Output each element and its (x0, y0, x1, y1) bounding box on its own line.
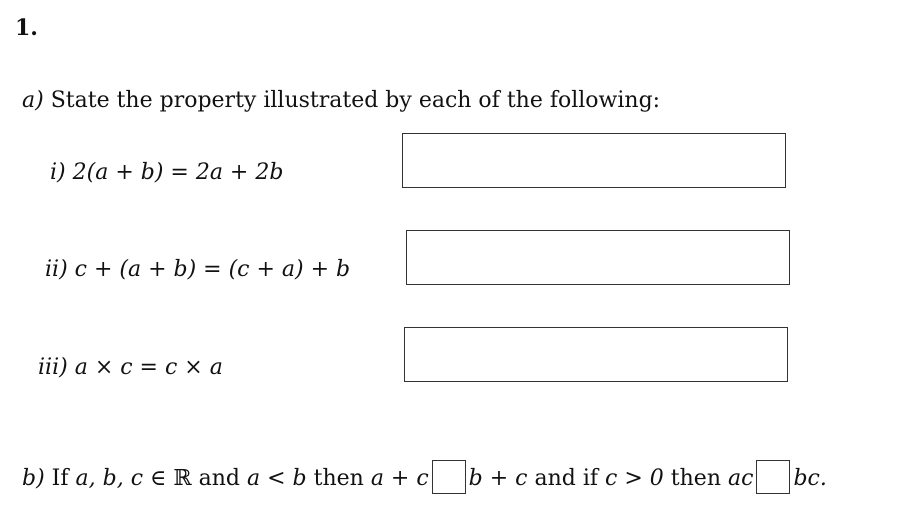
part-a-text: State the property illustrated by each of the following: (50, 88, 661, 113)
item-iii-expression: a × c = c × a (74, 355, 223, 380)
part-b-label: b) (22, 466, 45, 491)
item-i-expression: 2(a + b) = 2a + 2b (72, 160, 284, 185)
item-ii (45, 255, 350, 285)
part-b-text-if: If (51, 466, 69, 491)
part-b-rhs-2: bc. (793, 466, 827, 491)
item-iii-label: iii) (38, 355, 68, 380)
item-i-label: i) (50, 160, 66, 185)
item-iii-answer-box[interactable] (404, 327, 788, 382)
part-b-condition-2: c > 0 (605, 466, 664, 491)
part-b-then-2: then (670, 466, 721, 491)
item-i (50, 158, 283, 188)
part-b-vars: a, b, c (75, 466, 144, 491)
part-b-statement (22, 462, 827, 496)
part-b-answer-box-2[interactable] (756, 460, 790, 494)
part-b-set: ℝ (173, 466, 192, 491)
part-a-label: a) (22, 88, 44, 113)
part-b-rhs-1: b + c (468, 466, 528, 491)
part-b-in-symbol: ∈ (150, 466, 167, 491)
part-b-then-1: then (313, 466, 364, 491)
part-b-lhs-1: a + c (370, 466, 429, 491)
part-a-prompt (22, 86, 660, 116)
part-b-answer-box-1[interactable] (432, 460, 466, 494)
item-ii-label: ii) (45, 257, 68, 282)
part-b-condition: a < b (246, 466, 307, 491)
part-b-lhs-2: ac (728, 466, 754, 491)
part-b-text-and: and (198, 466, 240, 491)
part-b-text-and-if: and if (534, 466, 599, 491)
item-ii-answer-box[interactable] (406, 230, 790, 285)
item-iii (38, 353, 223, 383)
problem-number: 1. (15, 15, 38, 41)
item-i-answer-box[interactable] (402, 133, 786, 188)
item-ii-expression: c + (a + b) = (c + a) + b (74, 257, 351, 282)
